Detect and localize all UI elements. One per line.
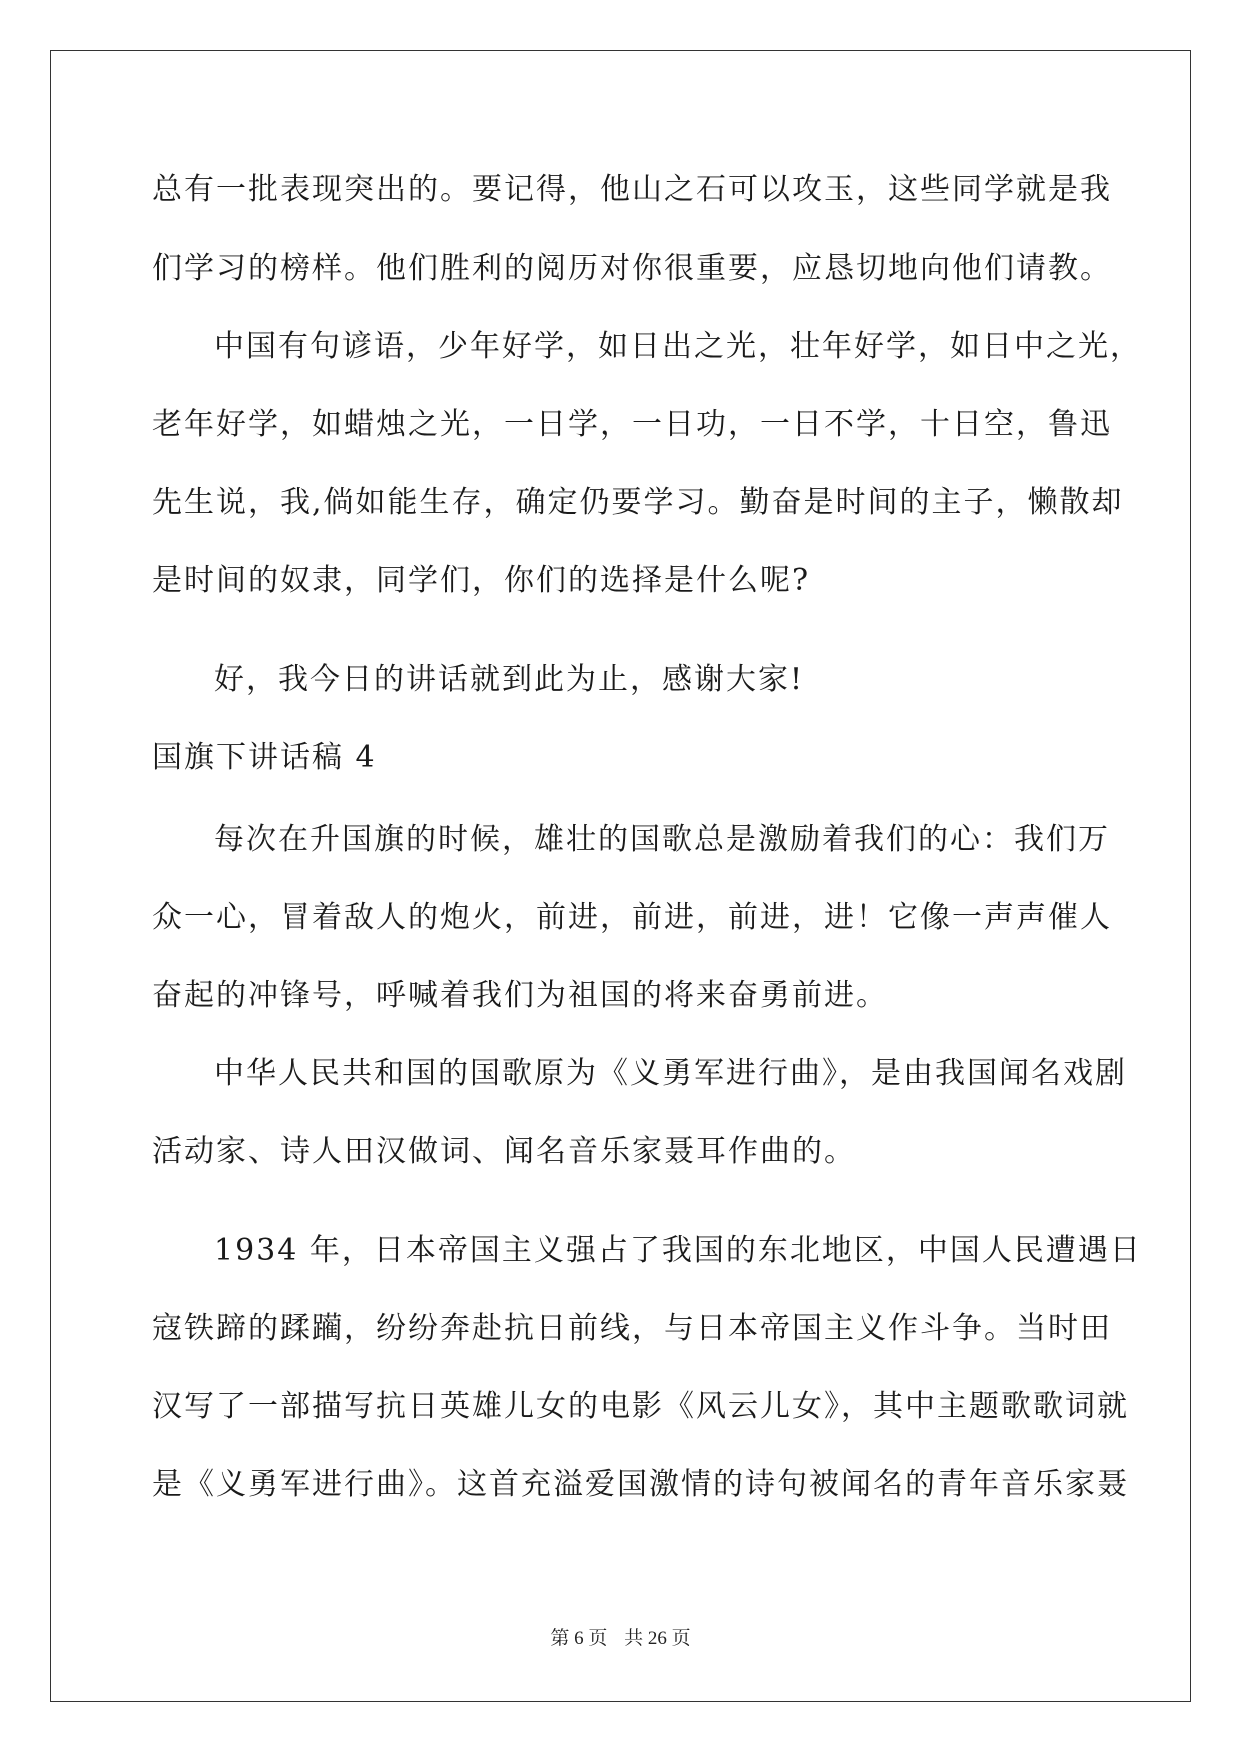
page-footer [0,1627,1241,1651]
body-line: 先生说，我,倘如能生存，确定仍要学习。勤奋是时间的主子，懒散却 [152,485,1124,520]
page-number: 第 6 页 [550,1628,608,1649]
body-line: 是《义勇军进行曲》。这首充溢爱国激情的诗句被闻名的青年音乐家聂 [152,1467,1129,1502]
body-line: 活动家、诗人田汉做词、闻名音乐家聂耳作曲的。 [152,1134,856,1169]
body-line: 中国有句谚语，少年好学，如日出之光，壮年好学，如日中之光， [214,329,1142,364]
body-line: 寇铁蹄的蹂躏，纷纷奔赴抗日前线，与日本帝国主义作斗争。当时田 [152,1311,1112,1346]
body-line: 是时间的奴隶，同学们，你们的选择是什么呢? [152,563,811,598]
body-line: 中华人民共和国的国歌原为《义勇军进行曲》，是由我国闻名戏剧 [214,1056,1127,1091]
body-line: 老年好学，如蜡烛之光，一日学，一日功，一日不学，十日空，鲁迅 [152,407,1112,442]
body-line: 众一心，冒着敌人的炮火，前进，前进，前进，进！它像一声声催人 [152,900,1112,935]
body-line: 们学习的榜样。他们胜利的阅历对你很重要，应恳切地向他们请教。 [152,251,1112,286]
body-line: 总有一批表现突出的。要记得，他山之石可以攻玉，这些同学就是我 [152,172,1112,207]
section-heading: 国旗下讲话稿 4 [152,740,377,775]
page-total: 共 26 页 [624,1628,691,1649]
page-border [50,50,1191,1702]
body-line: 1934 年，日本帝国主义强占了我国的东北地区，中国人民遭遇日 [214,1233,1142,1268]
body-line: 好，我今日的讲话就到此为止，感谢大家! [214,662,805,697]
body-line: 奋起的冲锋号，呼喊着我们为祖国的将来奋勇前进。 [152,978,888,1013]
body-line: 每次在升国旗的时候，雄壮的国歌总是激励着我们的心：我们万 [214,822,1110,857]
body-line: 汉写了一部描写抗日英雄儿女的电影《风云儿女》，其中主题歌歌词就 [152,1389,1129,1424]
